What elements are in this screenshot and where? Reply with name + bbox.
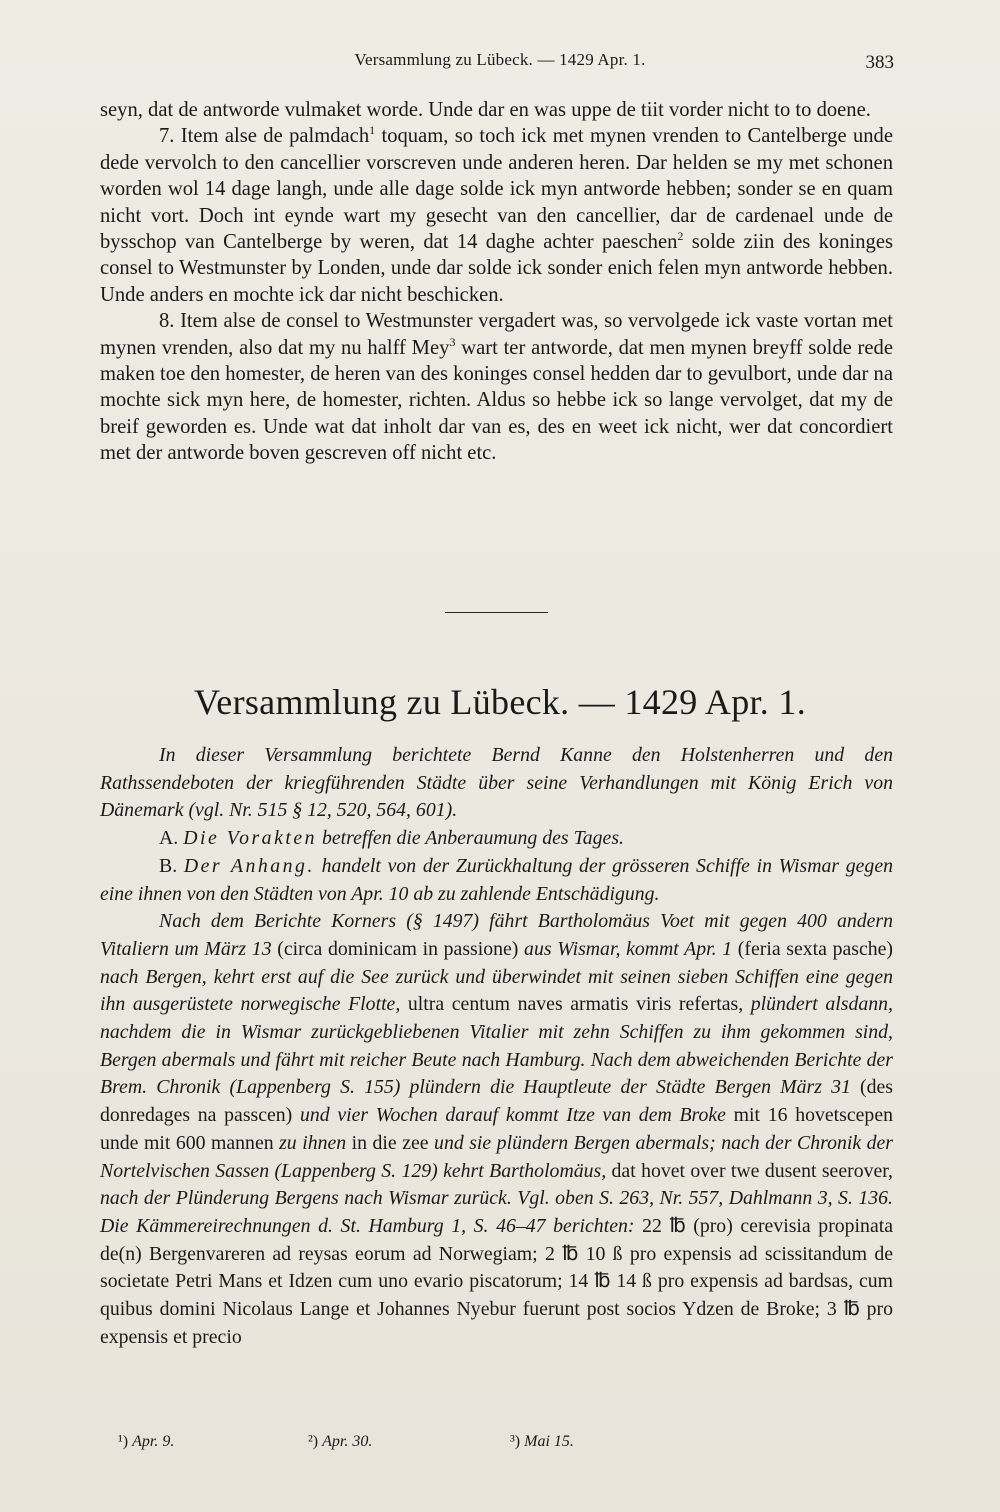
commentary-part-7: plündert alsdann, nachdem die in Wismar zurückgebliebenen Vitalier mit zehn Schiffen zu ihm gekommen sind, Bergen abermals und fährt mit reicher Beute nach Hamburg. Nach dem abweichenden Berichte der Brem. Chronik (Lappenberg S. 155) plündern die Hauptleute der Städte Bergen März 31 bbox=[100, 993, 894, 1099]
paragraph-item-7-part-b: toquam, so toch ick met mynen vrenden to Cantelberge unde dede vervolch to den cancellier vorscreven unde anderen heren. Dar helden se my met schonen worden wol 14 dage langh, unde alle dage solde ick myn antworde hebben; sonder se en quam nicht vort. Doch int eynde wart my gesecht van den cancellier, dar de cardenael unde de bysschop van Cantelberge by weren, dat 14 daghe achter paeschen bbox=[100, 125, 893, 254]
section-intro bbox=[100, 742, 893, 825]
paragraph-item-7-part-a: 7. Item alse de palmdach bbox=[159, 125, 370, 148]
section-divider bbox=[445, 612, 548, 613]
commentary-part-16: 22 ℔ (pro) cerevisia propinata de(n) Bergenvareren ad reysas eorum ad Norwegiam; 2 ℔ 10 ß pro expensis ad scissitandum de societate Petri Mans et Idzen cum uno evario piscatorum; 14 ℔ 14 ß pro expensis ad bardsas, cum quibus domini Nicolaus Lange et Johannes Nyebur fuerunt post socios Ydzen de Broke; 3 ℔ pro expensis et precio bbox=[100, 1214, 894, 1348]
running-head bbox=[100, 50, 900, 80]
footnote-1-text: Apr. 9. bbox=[132, 1433, 175, 1450]
footnote-3 bbox=[510, 1433, 574, 1451]
commentary-part-10: mit 16 hovetscepen unde mit 600 mannen bbox=[100, 1104, 893, 1154]
section-title: Versammlung zu Lübeck. — 1429 Apr. 1. bbox=[193, 682, 806, 722]
commentary-part-3: aus Wismar, kommt Apr. 1 bbox=[524, 937, 733, 960]
footnote-ref-1: 1 bbox=[369, 123, 376, 138]
item-b-label: B. bbox=[159, 854, 184, 877]
footnote-ref-3: 3 bbox=[449, 334, 456, 349]
footnote-3-text: Mai 15. bbox=[524, 1433, 574, 1450]
section-text bbox=[100, 742, 893, 1351]
footnote-2 bbox=[308, 1433, 372, 1451]
paragraph-item-7 bbox=[100, 123, 893, 308]
page-number: 383 bbox=[865, 52, 894, 73]
paragraph-item-8 bbox=[100, 308, 893, 466]
footnote-2-mark: ²) bbox=[308, 1433, 323, 1450]
body-text bbox=[100, 97, 893, 467]
footnote-3-mark: ³) bbox=[510, 1433, 525, 1450]
item-a-text: betreffen die Anberaumung des Tages. bbox=[317, 827, 624, 850]
commentary-part-4: (feria sexta pasche) bbox=[732, 937, 893, 960]
item-b-spaced: Der Anhang. bbox=[183, 854, 315, 877]
commentary-part-9: und vier Wochen darauf kommt Itze van dem Broke bbox=[299, 1104, 726, 1127]
commentary-part-15: nach der Plünderung Bergens nach Wismar zurück. Vgl. oben S. 263, Nr. 557, Dahlmann 3, S. 136. Die Kämmereirechnungen d. St. Hamburg 1, S. 46–47 berichten: bbox=[100, 1187, 893, 1237]
paragraph-item-8-part-b: wart ter antworde, dat men mynen breyff solde rede maken toe den homester, de heren van des koninges consel hedden dar to gevulbort, unde dar na mochte sick myn here, de homester, richten. Aldus so hebbe ick so lange vervolget, dat my de breif geworden es. Unde wat dat inholt dar van es, des en weet ick nicht, wer dat concordiert met der antworde boven gescreven off nicht etc. bbox=[100, 336, 893, 465]
commentary-part-11: zu ihnen bbox=[279, 1131, 347, 1154]
paragraph-item-8-part-a: 8. Item alse de consel to Westmunster vergadert was, so vervolgede ick vaste vortan met mynen vrenden, also dat my nu halff Mey bbox=[100, 310, 893, 359]
footnote-1-mark: ¹) bbox=[118, 1433, 133, 1450]
footnote-1 bbox=[118, 1433, 174, 1451]
commentary-part-8: (des donredages na passcen) bbox=[100, 1076, 893, 1127]
section-commentary bbox=[100, 908, 893, 1351]
commentary-part-2: (circa dominicam in passione) bbox=[271, 937, 525, 960]
commentary-part-12: in die zee bbox=[346, 1131, 435, 1154]
commentary-part-14: dat hovet over twe dusent seerover, bbox=[606, 1159, 893, 1182]
item-b-text: handelt von der Zurückhaltung der grösseren Schiffe in Wismar gegen eine ihnen von den Städten von Apr. 10 ab zu zahlende Entschädigung. bbox=[100, 854, 893, 905]
paragraph-continuation: seyn, dat de antworde vulmaket worde. Unde dar en was uppe de tiit vorder nicht to to doene. bbox=[100, 99, 871, 121]
section-item-b bbox=[100, 853, 893, 908]
section-item-a bbox=[100, 825, 893, 853]
footnotes bbox=[0, 1433, 1000, 1457]
item-a-label: A. bbox=[159, 827, 184, 850]
commentary-part-5: nach Bergen, kehrt erst auf die See zurück und überwindet mit seinen sieben Schiffen eine gegen ihn ausgerüstete norwegische Flotte, bbox=[100, 965, 893, 1016]
item-a-spaced: Die Vorakten bbox=[183, 827, 318, 850]
commentary-part-6: ultra centum naves armatis viris refertas, bbox=[400, 993, 751, 1016]
commentary-part-1: Nach dem Berichte Korners (§ 1497) fährt Bartholomäus Voet mit gegen 400 andern Vitaliern um März 13 bbox=[100, 910, 893, 960]
commentary-part-13: und sie plündern Bergen abermals; nach der Chronik der Nortelvischen Sassen (Lappenberg S. 129) kehrt Bartholomäus, bbox=[100, 1131, 893, 1182]
footnote-2-text: Apr. 30. bbox=[322, 1433, 373, 1450]
section-intro-text: In dieser Versammlung berichtete Bernd Kanne den Holstenherren und den Rathssendeboten der kriegführenden Städte über seine Verhandlungen mit König Erich von Dänemark (vgl. Nr. 515 § 12, 520, 564, 601). bbox=[100, 744, 893, 822]
paragraph-item-7-part-c: solde ziin des koninges consel to Westmunster by Londen, unde dar solde ick sonder enich felen myn antworde hebben. Unde anders en mochte ick dar nicht beschicken. bbox=[100, 231, 893, 306]
footnote-ref-2: 2 bbox=[677, 229, 684, 244]
running-title: Versammlung zu Lübeck. — 1429 Apr. 1. bbox=[354, 50, 646, 69]
